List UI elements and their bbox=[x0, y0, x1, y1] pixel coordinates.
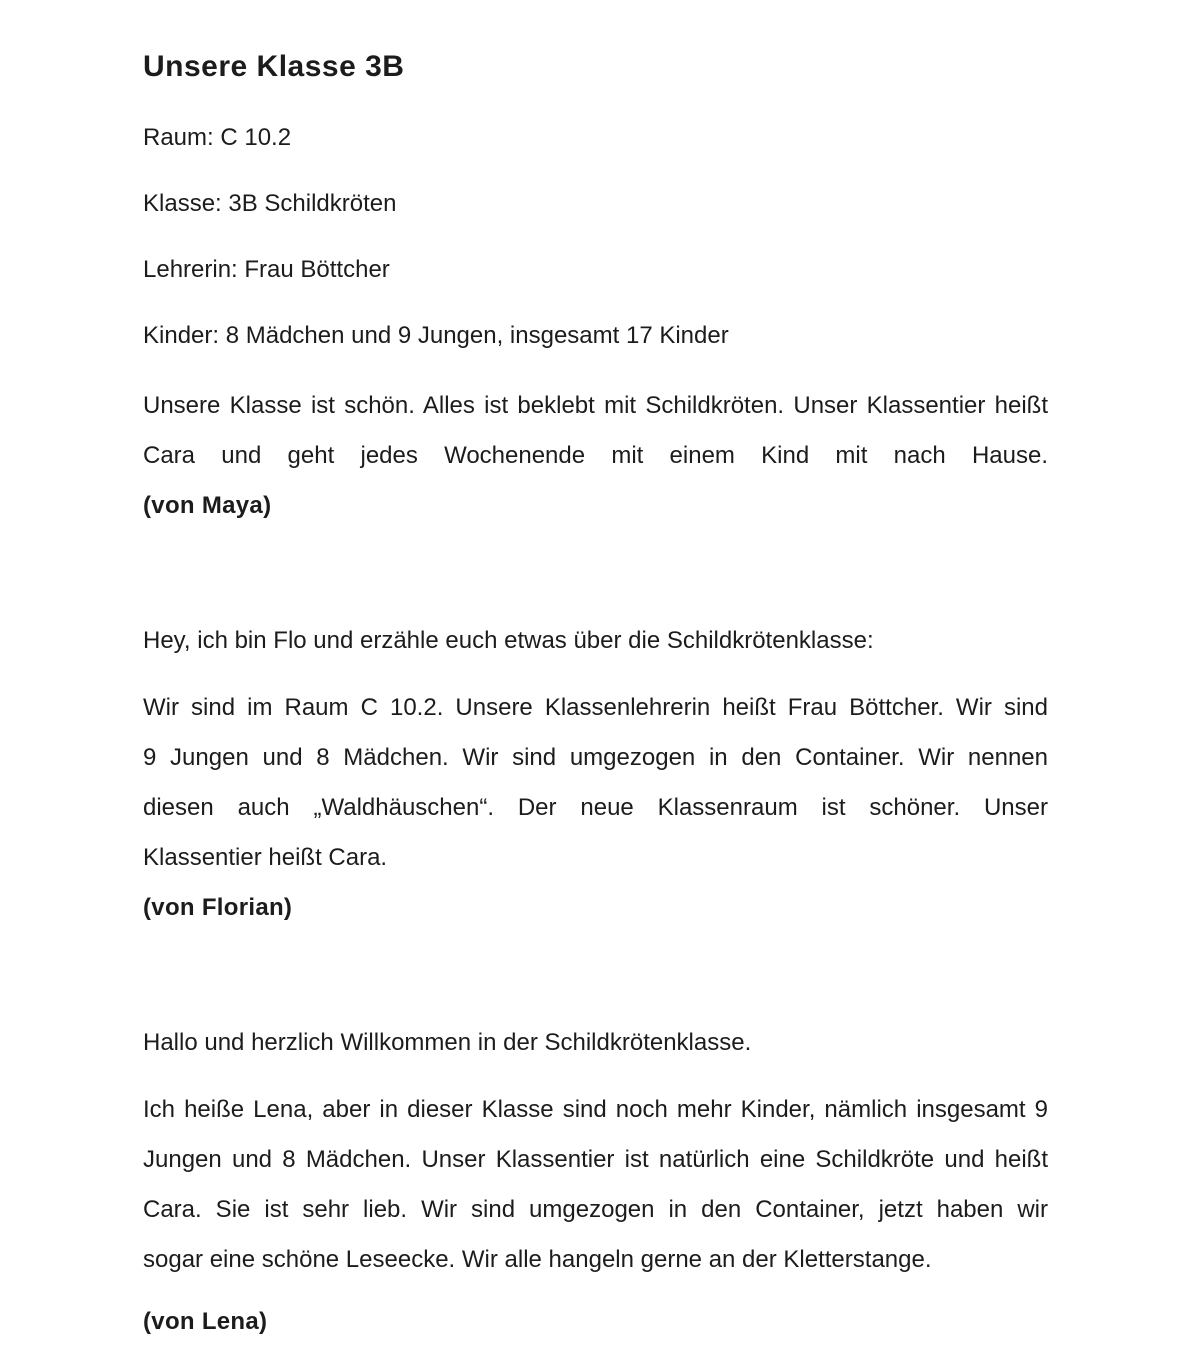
paragraph-line: 9 Jungen und 8 Mädchen. Wir sind umgezogen in den Container. Wir nennen bbox=[143, 744, 1048, 771]
section-lena bbox=[143, 1018, 1048, 1347]
section-maya bbox=[143, 381, 1048, 531]
paragraph-line: Unsere Klasse ist schön. Alles ist beklebt mit Schildkröten. Unser Klassentier heißt bbox=[143, 392, 1048, 419]
author-attribution-lena: (von Lena) bbox=[143, 1308, 268, 1335]
paragraph-line: Cara und geht jedes Wochenende mit einem Kind mit nach Hause. bbox=[143, 442, 1048, 469]
author-attribution-maya: (von Maya) bbox=[143, 492, 272, 519]
paragraph-line: Ich heiße Lena, aber in dieser Klasse sind noch mehr Kinder, nämlich insgesamt 9 bbox=[143, 1096, 1048, 1123]
page-title: Unsere Klasse 3B bbox=[143, 50, 405, 83]
info-line-klasse: Klasse: 3B Schildkröten bbox=[143, 190, 397, 217]
class-info-block bbox=[143, 113, 1048, 361]
section-florian bbox=[143, 616, 1048, 933]
info-line-lehrerin: Lehrerin: Frau Böttcher bbox=[143, 256, 390, 283]
paragraph-line: sogar eine schöne Leseecke. Wir alle hangeln gerne an der Kletterstange. bbox=[143, 1246, 932, 1273]
document-content bbox=[143, 0, 1048, 1347]
paragraph-line: Cara. Sie ist sehr lieb. Wir sind umgezogen in den Container, jetzt haben wir bbox=[143, 1196, 1048, 1223]
paragraph-line: diesen auch „Waldhäuschen“. Der neue Klassenraum ist schöner. Unser bbox=[143, 794, 1048, 821]
paragraph-lena bbox=[143, 1085, 1048, 1285]
info-line-raum: Raum: C 10.2 bbox=[143, 124, 292, 151]
section-intro-lena: Hallo und herzlich Willkommen in der Schildkrötenklasse. bbox=[143, 1029, 752, 1056]
paragraph-florian bbox=[143, 683, 1048, 883]
section-intro-florian: Hey, ich bin Flo und erzähle euch etwas über die Schildkrötenklasse: bbox=[143, 627, 874, 654]
paragraph-line: Jungen und 8 Mädchen. Unser Klassentier ist natürlich eine Schildkröte und heißt bbox=[143, 1146, 1048, 1173]
author-attribution-florian: (von Florian) bbox=[143, 894, 293, 921]
paragraph-maya bbox=[143, 381, 1048, 481]
info-line-kinder: Kinder: 8 Mädchen und 9 Jungen, insgesamt 17 Kinder bbox=[143, 322, 729, 349]
paragraph-line: Wir sind im Raum C 10.2. Unsere Klassenlehrerin heißt Frau Böttcher. Wir sind bbox=[143, 694, 1048, 721]
paragraph-line: Klassentier heißt Cara. bbox=[143, 844, 388, 871]
